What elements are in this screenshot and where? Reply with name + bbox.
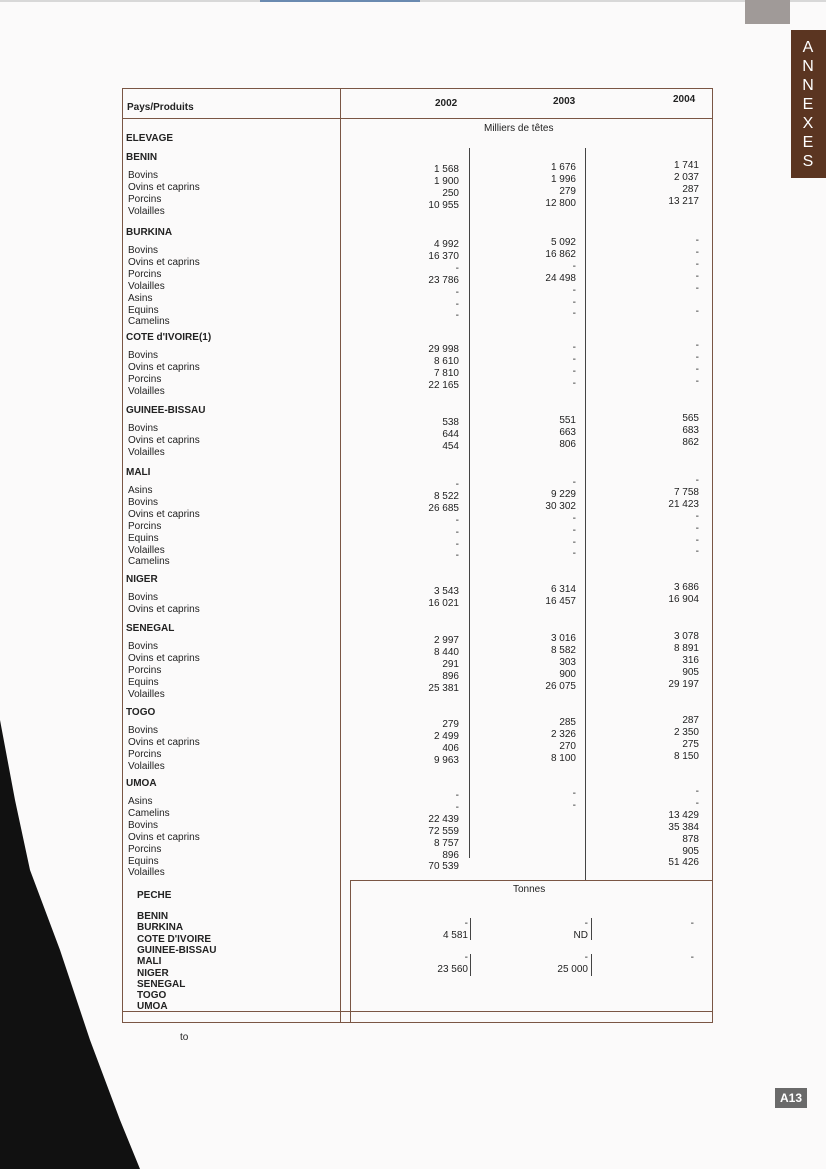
product-label: Bovins bbox=[128, 725, 159, 736]
table-cell: 9 963 bbox=[433, 754, 459, 766]
product-label: Volailles bbox=[128, 205, 165, 217]
product-label: Porcins bbox=[128, 748, 162, 760]
product-label: Bovins bbox=[128, 245, 159, 256]
table-cell: - bbox=[695, 258, 699, 270]
table-cell: 250 bbox=[442, 187, 459, 199]
year-separator bbox=[591, 918, 592, 940]
table-cell: - bbox=[455, 526, 459, 538]
table-cell: - bbox=[455, 310, 459, 322]
table-cell: - bbox=[572, 365, 576, 377]
table-cell: 406 bbox=[442, 742, 459, 754]
product-label: Porcins bbox=[128, 520, 162, 532]
table-cell: - bbox=[455, 298, 459, 310]
product-label: Ovins et caprins bbox=[128, 736, 200, 748]
table-cell: 2 350 bbox=[673, 726, 699, 738]
fishing-country-label: BURKINA bbox=[137, 922, 184, 934]
table-cell: 1 741 bbox=[673, 160, 699, 171]
table-cell: 3 543 bbox=[433, 586, 459, 597]
product-label: Ovins et caprins bbox=[128, 652, 200, 664]
product-label: Porcins bbox=[128, 193, 162, 205]
table-cell: - bbox=[455, 801, 459, 813]
table-cell: 896 bbox=[442, 849, 459, 861]
header-rule bbox=[122, 118, 712, 119]
table-cell: 23 560 bbox=[437, 963, 468, 975]
product-label: Ovins et caprins bbox=[128, 256, 200, 268]
product-label: Volailles bbox=[128, 446, 165, 458]
table-cell: 70 539 bbox=[428, 861, 459, 873]
table-cell: 5 092 bbox=[550, 237, 576, 248]
table-cell: 7 810 bbox=[433, 367, 459, 379]
table-cell: 454 bbox=[442, 440, 459, 452]
table-cell: - bbox=[695, 306, 699, 318]
table-cell: 3 016 bbox=[550, 633, 576, 644]
unit-label-elevage: Milliers de têtes bbox=[484, 123, 554, 134]
product-label: Ovins et caprins bbox=[128, 434, 200, 446]
table-cell: - bbox=[572, 342, 576, 353]
table-cell: 303 bbox=[559, 656, 576, 668]
product-label: Bovins bbox=[128, 350, 159, 361]
table-cell: 287 bbox=[682, 715, 699, 726]
table-cell: - bbox=[584, 952, 588, 964]
corner-mark bbox=[745, 0, 790, 24]
table-cell: - bbox=[455, 262, 459, 274]
product-label: Porcins bbox=[128, 268, 162, 280]
table-cell: 25 000 bbox=[557, 963, 588, 975]
footer-text: to bbox=[180, 1032, 189, 1043]
table-frame bbox=[122, 88, 713, 1023]
table-cell: 72 559 bbox=[428, 825, 459, 837]
table-cell: 806 bbox=[559, 438, 576, 450]
table-cell: - bbox=[572, 536, 576, 548]
table-cell: 8 891 bbox=[673, 642, 699, 654]
year-separator bbox=[585, 148, 586, 880]
table-cell: 1 676 bbox=[550, 162, 576, 173]
table-cell: - bbox=[695, 546, 699, 558]
tab-letter: S bbox=[802, 152, 815, 170]
table-cell: 6 314 bbox=[550, 584, 576, 595]
table-cell: 22 439 bbox=[428, 813, 459, 825]
country-heading: TOGO bbox=[126, 707, 156, 718]
table-cell: 8 100 bbox=[550, 752, 576, 764]
product-label: Equins bbox=[128, 532, 159, 544]
tab-letter: N bbox=[802, 76, 815, 94]
product-label: Bovins bbox=[128, 592, 159, 603]
table-cell: - bbox=[572, 512, 576, 524]
annexes-tab bbox=[791, 30, 826, 178]
table-cell: 878 bbox=[682, 833, 699, 845]
table-cell: ND bbox=[573, 929, 588, 941]
country-heading: NIGER bbox=[126, 574, 158, 585]
table-cell: 3 078 bbox=[673, 631, 699, 642]
section-rule bbox=[122, 1011, 712, 1012]
column-header-2004: 2004 bbox=[673, 94, 696, 105]
table-cell: - bbox=[572, 524, 576, 536]
table-cell: - bbox=[695, 375, 699, 387]
table-cell: 1 568 bbox=[433, 164, 459, 175]
table-cell: 23 786 bbox=[428, 274, 459, 286]
table-cell: 30 302 bbox=[545, 500, 576, 512]
fishing-country-label: NIGER bbox=[137, 967, 169, 979]
country-heading: COTE d'IVOIRE(1) bbox=[126, 332, 212, 343]
table-cell: - bbox=[695, 510, 699, 522]
table-cell: 10 955 bbox=[428, 199, 459, 211]
table-cell: - bbox=[695, 786, 699, 797]
table-cell: 551 bbox=[559, 415, 576, 426]
table-cell: 2 499 bbox=[433, 730, 459, 742]
table-cell: 4 992 bbox=[433, 239, 459, 250]
product-label: Camelins bbox=[128, 556, 170, 568]
product-label: Ovins et caprins bbox=[128, 831, 200, 843]
table-cell: - bbox=[695, 363, 699, 375]
section-title-elevage: ELEVAGE bbox=[126, 133, 174, 144]
table-cell: 2 037 bbox=[673, 171, 699, 183]
table-cell: 644 bbox=[442, 428, 459, 440]
product-label: Ovins et caprins bbox=[128, 508, 200, 520]
table-cell: - bbox=[695, 282, 699, 294]
product-label: Bovins bbox=[128, 819, 159, 831]
table-cell: 8 610 bbox=[433, 355, 459, 367]
table-cell: - bbox=[572, 284, 576, 296]
table-cell: - bbox=[572, 308, 576, 320]
table-cell: 26 075 bbox=[545, 680, 576, 692]
tab-letter: X bbox=[802, 114, 815, 132]
tab-letter: A bbox=[802, 38, 815, 56]
table-cell: - bbox=[695, 340, 699, 351]
table-cell: 35 384 bbox=[668, 821, 699, 833]
table-cell: 9 229 bbox=[550, 488, 576, 500]
country-heading: GUINEE-BISSAU bbox=[126, 405, 206, 416]
tab-letter: N bbox=[802, 57, 815, 75]
table-cell: 22 165 bbox=[428, 379, 459, 391]
fishing-country-label: SENEGAL bbox=[137, 978, 186, 990]
product-label: Bovins bbox=[128, 423, 159, 434]
section-title-peche: PECHE bbox=[137, 890, 172, 901]
country-heading: BURKINA bbox=[126, 227, 173, 238]
section-rule bbox=[350, 880, 712, 881]
fishing-country-label: COTE D'IVOIRE bbox=[137, 933, 212, 945]
product-label: Porcins bbox=[128, 664, 162, 676]
table-cell: 285 bbox=[559, 717, 576, 728]
table-cell: 279 bbox=[442, 719, 459, 730]
table-cell: 275 bbox=[682, 738, 699, 750]
country-heading: BENIN bbox=[126, 152, 158, 163]
column-header-2003: 2003 bbox=[553, 96, 576, 107]
table-cell: 1 900 bbox=[433, 175, 459, 187]
fishing-country-label: TOGO bbox=[137, 990, 167, 1002]
product-label: Camelins bbox=[128, 807, 170, 819]
product-label: Volailles bbox=[128, 544, 165, 556]
table-cell: - bbox=[695, 797, 699, 809]
product-label: Volailles bbox=[128, 385, 165, 397]
table-cell: 2 326 bbox=[550, 728, 576, 740]
country-heading: MALI bbox=[126, 467, 151, 478]
table-cell: - bbox=[455, 550, 459, 562]
table-cell: 29 998 bbox=[428, 344, 459, 355]
year-separator bbox=[470, 954, 471, 976]
table-cell: - bbox=[690, 952, 694, 964]
table-cell: 896 bbox=[442, 670, 459, 682]
fishing-country-label: BENIN bbox=[137, 911, 169, 922]
product-label: Asins bbox=[128, 485, 153, 496]
table-cell: 287 bbox=[682, 183, 699, 195]
table-cell: - bbox=[572, 548, 576, 560]
year-separator bbox=[469, 148, 470, 858]
table-cell: 24 498 bbox=[545, 272, 576, 284]
table-cell: - bbox=[695, 475, 699, 486]
table-cell: - bbox=[572, 377, 576, 389]
table-cell: 1 996 bbox=[550, 173, 576, 185]
table-cell: 7 758 bbox=[673, 486, 699, 498]
table-cell: - bbox=[455, 286, 459, 298]
table-cell: - bbox=[572, 353, 576, 365]
table-cell: - bbox=[455, 538, 459, 550]
table-cell: 16 021 bbox=[428, 597, 459, 609]
table-cell: 12 800 bbox=[545, 197, 576, 209]
page-number: A13 bbox=[775, 1088, 807, 1108]
table-cell: - bbox=[572, 799, 576, 811]
table-cell: 13 429 bbox=[668, 809, 699, 821]
product-label: Porcins bbox=[128, 843, 162, 855]
table-cell: - bbox=[572, 260, 576, 272]
table-cell: 8 522 bbox=[433, 490, 459, 502]
table-cell: 16 904 bbox=[668, 593, 699, 605]
table-cell: 316 bbox=[682, 654, 699, 666]
table-cell: 29 197 bbox=[668, 678, 699, 690]
table-cell: 905 bbox=[682, 666, 699, 678]
product-label: Ovins et caprins bbox=[128, 603, 200, 615]
table-cell: 26 685 bbox=[428, 502, 459, 514]
table-cell: 16 457 bbox=[545, 595, 576, 607]
table-cell: 663 bbox=[559, 426, 576, 438]
table-cell: 565 bbox=[682, 413, 699, 424]
product-label: Porcins bbox=[128, 373, 162, 385]
product-label: Bovins bbox=[128, 496, 159, 508]
table-cell: - bbox=[455, 790, 459, 801]
table-cell: - bbox=[572, 788, 576, 799]
product-label: Volailles bbox=[128, 688, 165, 700]
table-cell: - bbox=[695, 522, 699, 534]
product-label: Volailles bbox=[128, 760, 165, 772]
unit-label-peche: Tonnes bbox=[513, 884, 546, 895]
scan-artifact bbox=[260, 0, 420, 2]
product-label: Asins bbox=[128, 796, 153, 807]
column-divider bbox=[350, 880, 351, 1022]
table-cell: 270 bbox=[559, 740, 576, 752]
tab-letter: E bbox=[802, 95, 815, 113]
table-cell: 291 bbox=[442, 658, 459, 670]
table-cell: 25 381 bbox=[428, 682, 459, 694]
table-cell: 8 150 bbox=[673, 750, 699, 762]
table-cell: 8 582 bbox=[550, 644, 576, 656]
table-cell: 2 997 bbox=[433, 635, 459, 646]
table-cell: 4 581 bbox=[442, 929, 468, 941]
product-label: Equins bbox=[128, 304, 159, 316]
column-header-2002: 2002 bbox=[435, 98, 458, 109]
table-cell: 3 686 bbox=[673, 582, 699, 593]
table-cell: 900 bbox=[559, 668, 576, 680]
table-cell: 13 217 bbox=[668, 195, 699, 207]
product-label: Asins bbox=[128, 292, 153, 304]
table-cell: - bbox=[572, 477, 576, 488]
table-cell: - bbox=[695, 246, 699, 258]
table-cell: 683 bbox=[682, 424, 699, 436]
year-separator bbox=[591, 954, 592, 976]
table-cell: 8 757 bbox=[433, 837, 459, 849]
product-label: Ovins et caprins bbox=[128, 361, 200, 373]
table-cell: - bbox=[584, 918, 588, 930]
table-cell: - bbox=[455, 514, 459, 526]
year-separator bbox=[470, 918, 471, 940]
tab-letter: E bbox=[802, 133, 815, 151]
product-label: Bovins bbox=[128, 641, 159, 652]
table-cell: 538 bbox=[442, 417, 459, 428]
column-header-countries: Pays/Produits bbox=[127, 102, 194, 113]
table-cell: - bbox=[572, 296, 576, 308]
table-cell: - bbox=[695, 235, 699, 246]
table-cell: - bbox=[464, 952, 468, 964]
table-cell: 862 bbox=[682, 436, 699, 448]
table-cell: 16 862 bbox=[545, 248, 576, 260]
product-label: Equins bbox=[128, 676, 159, 688]
table-cell: 16 370 bbox=[428, 250, 459, 262]
table-cell: 8 440 bbox=[433, 646, 459, 658]
table-cell: - bbox=[464, 918, 468, 930]
fishing-country-label: MALI bbox=[137, 956, 162, 968]
product-label: Bovins bbox=[128, 170, 159, 181]
product-label: Volailles bbox=[128, 280, 165, 292]
table-cell: - bbox=[455, 479, 459, 490]
product-label: Volailles bbox=[128, 867, 165, 879]
table-cell: - bbox=[695, 270, 699, 282]
country-heading: UMOA bbox=[126, 778, 157, 789]
fishing-country-label: GUINEE-BISSAU bbox=[137, 944, 217, 956]
table-cell: 51 426 bbox=[668, 857, 699, 869]
table-cell: 21 423 bbox=[668, 498, 699, 510]
table-cell: - bbox=[695, 534, 699, 546]
table-cell: - bbox=[690, 918, 694, 930]
fishing-country-label: UMOA bbox=[137, 1001, 168, 1013]
table-cell: - bbox=[695, 351, 699, 363]
product-label: Camelins bbox=[128, 316, 170, 328]
table-cell: 905 bbox=[682, 845, 699, 857]
product-label: Equins bbox=[128, 855, 159, 867]
country-heading: SENEGAL bbox=[126, 623, 175, 634]
product-label: Ovins et caprins bbox=[128, 181, 200, 193]
table-cell: 279 bbox=[559, 185, 576, 197]
column-divider bbox=[340, 88, 341, 1022]
